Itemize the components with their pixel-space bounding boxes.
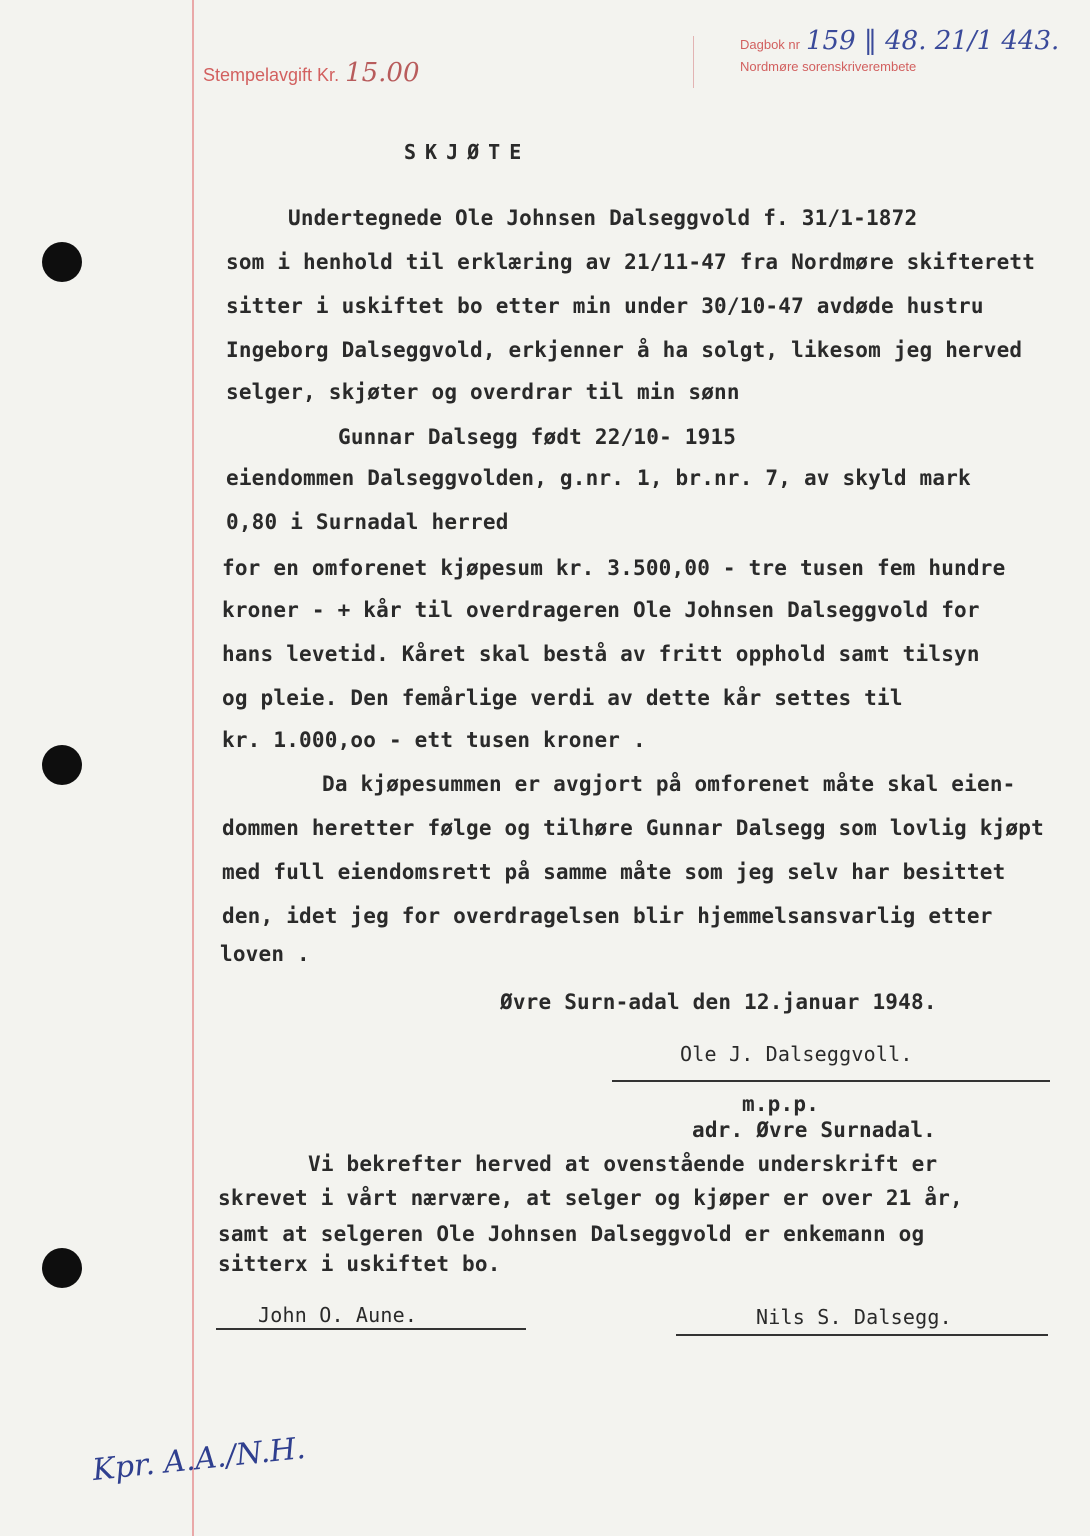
punch-hole (42, 1248, 82, 1288)
witness-line: sitterx i uskiftet bo. (218, 1252, 501, 1276)
witness-2-signature: Nils S. Dalsegg. (756, 1305, 952, 1329)
handwritten-initials: Kpr. A.A./N.H. (90, 1430, 308, 1489)
stamp-divider (693, 36, 694, 88)
stamp-diary (740, 26, 1060, 78)
witness-1-signature: John O. Aune. (258, 1303, 418, 1327)
body-line: hans levetid. Kåret skal bestå av fritt opphold samt tilsyn (222, 642, 980, 666)
stamp-fee (203, 58, 420, 88)
stamp-diary-office: Nordmøre sorenskriverembete (740, 59, 917, 74)
witness-line: Vi bekrefter herved at ovenstående underskrift er (308, 1152, 938, 1176)
witness-line: skrevet i vårt nærvære, at selger og kjøper er over 21 år, (218, 1186, 963, 1210)
body-line: Undertegnede Ole Johnsen Dalseggvold f. 31/1-1872 (288, 206, 918, 230)
stamp-diary-label: Dagbok nr (740, 37, 800, 52)
body-line: som i henhold til erklæring av 21/11-47 fra Nordmøre skifterett (226, 250, 1036, 274)
body-line: Ingeborg Dalseggvold, erkjenner å ha solgt, likesom jeg herved (226, 338, 1023, 362)
body-line: 0,80 i Surnadal herred (226, 510, 509, 534)
body-line: sitter i uskiftet bo etter min under 30/10-47 avdøde hustru (226, 294, 984, 318)
body-line: kroner - + kår til overdrageren Ole Johnsen Dalseggvold for (222, 598, 980, 622)
witness-2-signature-line (676, 1334, 1048, 1336)
seller-signature-line (612, 1080, 1050, 1082)
stamp-fee-label: Stempelavgift Kr. (203, 65, 340, 85)
body-line: selger, skjøter og overdrar til min sønn (226, 380, 740, 404)
seller-address: adr. Øvre Surnadal. (692, 1118, 937, 1142)
stamp-diary-number: 159 ‖ 48. 21/1 443. (805, 26, 1060, 56)
place-date: Øvre Surn-adal den 12.januar 1948. (500, 990, 937, 1014)
punch-hole (42, 242, 82, 282)
buyer-name-line: Gunnar Dalsegg født 22/10- 1915 (338, 425, 737, 449)
body-line: med full eiendomsrett på samme måte som jeg selv har besittet (222, 860, 1006, 884)
margin-line (192, 0, 194, 1536)
witness-1-signature-line (216, 1328, 526, 1330)
punch-hole (42, 745, 82, 785)
document-title: SKJØTE (404, 140, 531, 164)
seller-signature: Ole J. Dalseggvoll. (680, 1042, 913, 1066)
mpp-note: m.p.p. (742, 1092, 820, 1116)
body-line: for en omforenet kjøpesum kr. 3.500,00 - tre tusen fem hundre (222, 556, 1006, 580)
body-line: den, idet jeg for overdragelsen blir hjemmelsansvarlig etter (222, 904, 993, 928)
stamp-fee-amount: 15.00 (345, 58, 420, 88)
body-line: kr. 1.000,oo - ett tusen kroner . (222, 728, 646, 752)
body-line: og pleie. Den femårlige verdi av dette kår settes til (222, 686, 903, 710)
body-line: loven . (220, 942, 310, 966)
body-line: dommen heretter følge og tilhøre Gunnar Dalsegg som lovlig kjøpt (222, 816, 1044, 840)
witness-line: samt at selgeren Ole Johnsen Dalseggvold er enkemann og (218, 1222, 925, 1246)
body-line: eiendommen Dalseggvolden, g.nr. 1, br.nr. 7, av skyld mark (226, 466, 971, 490)
body-line: Da kjøpesummen er avgjort på omforenet måte skal eien- (322, 772, 1016, 796)
